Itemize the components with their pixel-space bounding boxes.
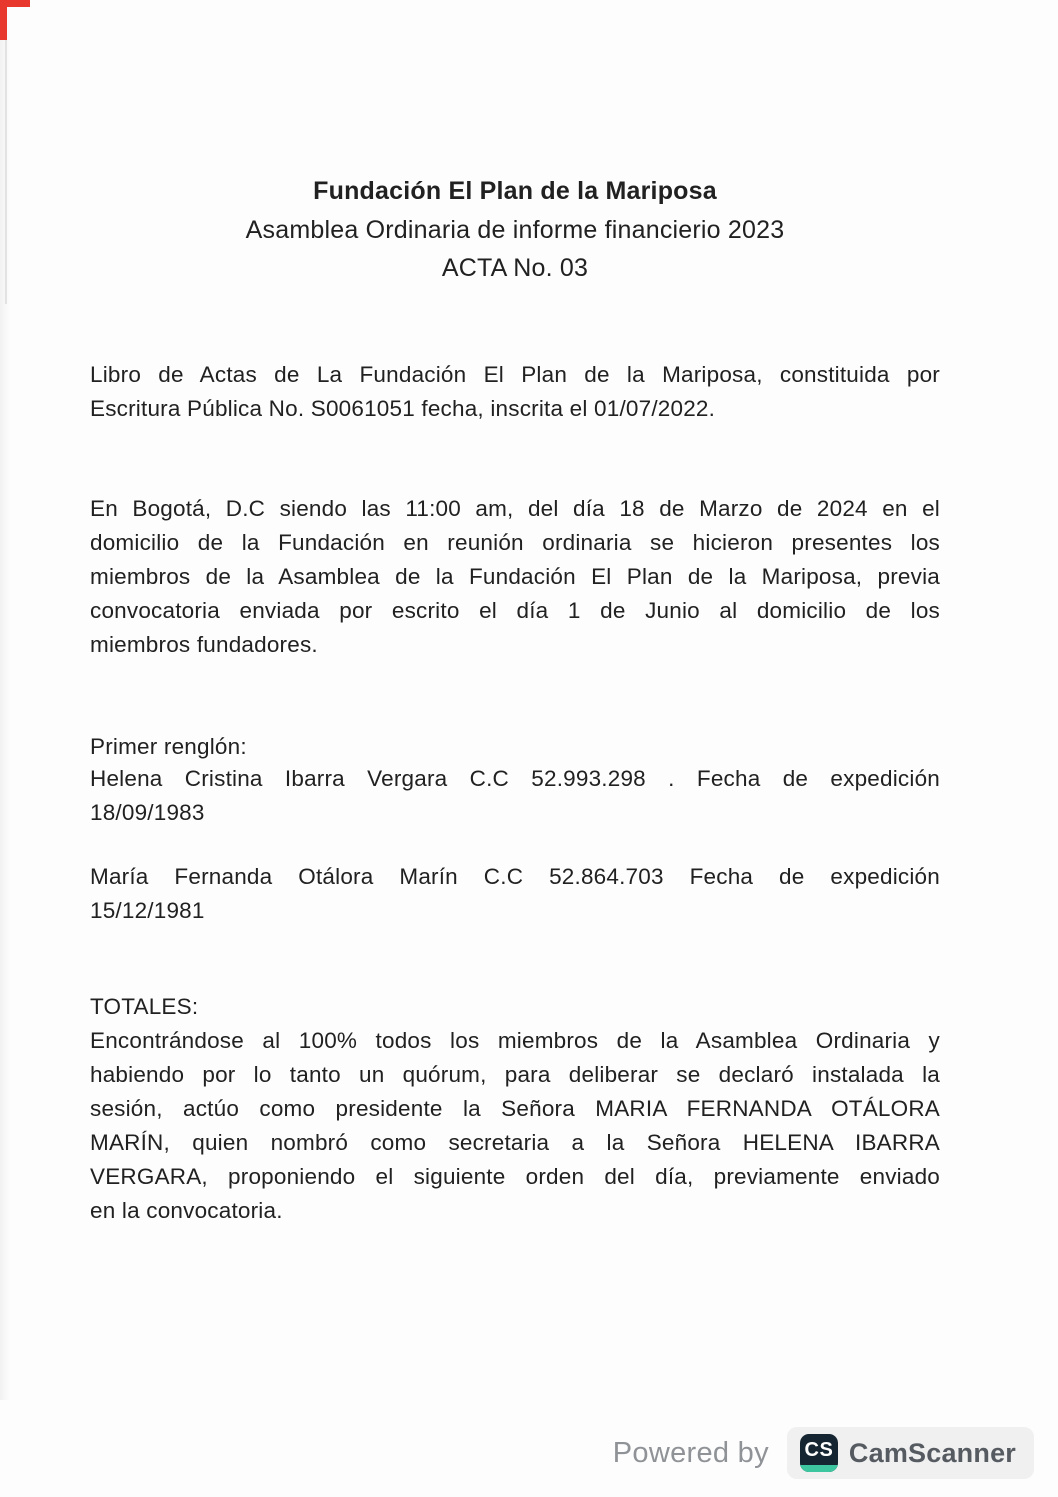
text-line: Escritura Pública No. S0061051 fecha, inscrita el 01/07/2022.	[90, 396, 716, 421]
scan-corner-mark-red-left	[0, 0, 7, 40]
text-line: en la convocatoria.	[90, 1198, 283, 1223]
scan-artifact-line	[5, 4, 7, 304]
text-line: En Bogotá, D.C siendo las 11:00 am, del día 18 de Marzo de 2024 en el	[90, 496, 940, 521]
member-entry-helena	[90, 762, 940, 830]
member-entry-maria	[90, 860, 940, 928]
label-primer-renglon: Primer renglón:	[90, 734, 247, 759]
text-line: Libro de Actas de La Fundación El Plan de la Mariposa, constituida por	[90, 362, 940, 387]
camscanner-logo-icon	[800, 1434, 838, 1472]
text-line: sesión, actúo como presidente la Señora MARIA FERNANDA OTÁLORA	[90, 1096, 940, 1121]
text-line: María Fernanda Otálora Marín C.C 52.864.703 Fecha de expedición	[90, 864, 940, 889]
paragraph-apertura-sesion	[90, 492, 940, 662]
text-line: 15/12/1981	[90, 898, 205, 923]
document-title-block	[90, 172, 940, 288]
cs-initials-text: CS	[804, 1439, 834, 1461]
text-line: Asamblea Ordinaria de informe financierio 2023	[245, 215, 785, 244]
text-line: habiendo por lo tanto un quórum, para deliberar se declaró instalada la	[90, 1062, 940, 1087]
text-line: miembros fundadores.	[90, 632, 318, 657]
powered-by-text: Powered by	[612, 1436, 769, 1469]
text-line: miembros de la Asamblea de la Fundación El Plan de la Mariposa, previa	[90, 564, 940, 589]
label-totales: TOTALES:	[90, 994, 199, 1019]
text-line: ACTA No. 03	[441, 254, 589, 282]
camscanner-footer	[613, 1427, 1034, 1479]
text-line: convocatoria enviada por escrito el día 1 de Junio al domicilio de los	[90, 598, 940, 623]
text-line: 18/09/1983	[90, 800, 205, 825]
paragraph-totales	[90, 1024, 940, 1228]
text-line: Encontrándose al 100% todos los miembros de la Asamblea Ordinaria y	[90, 1028, 940, 1053]
paragraph-libro-actas	[90, 358, 940, 426]
text-line: Helena Cristina Ibarra Vergara C.C 52.993.298 . Fecha de expedición	[90, 766, 940, 791]
camscanner-brand-text: CamScanner	[848, 1437, 1016, 1468]
camscanner-badge[interactable]	[787, 1427, 1034, 1479]
text-line: VERGARA, proponiendo el siguiente orden del día, previamente enviado	[90, 1164, 940, 1189]
text-line: MARÍN, quien nombró como secretaria a la Señora HELENA IBARRA	[90, 1130, 940, 1155]
text-line: Fundación El Plan de la Mariposa	[313, 177, 717, 205]
cs-icon-teal-strip	[800, 1465, 838, 1472]
text-line: domicilio de la Fundación en reunión ordinaria se hicieron presentes los	[90, 530, 940, 555]
